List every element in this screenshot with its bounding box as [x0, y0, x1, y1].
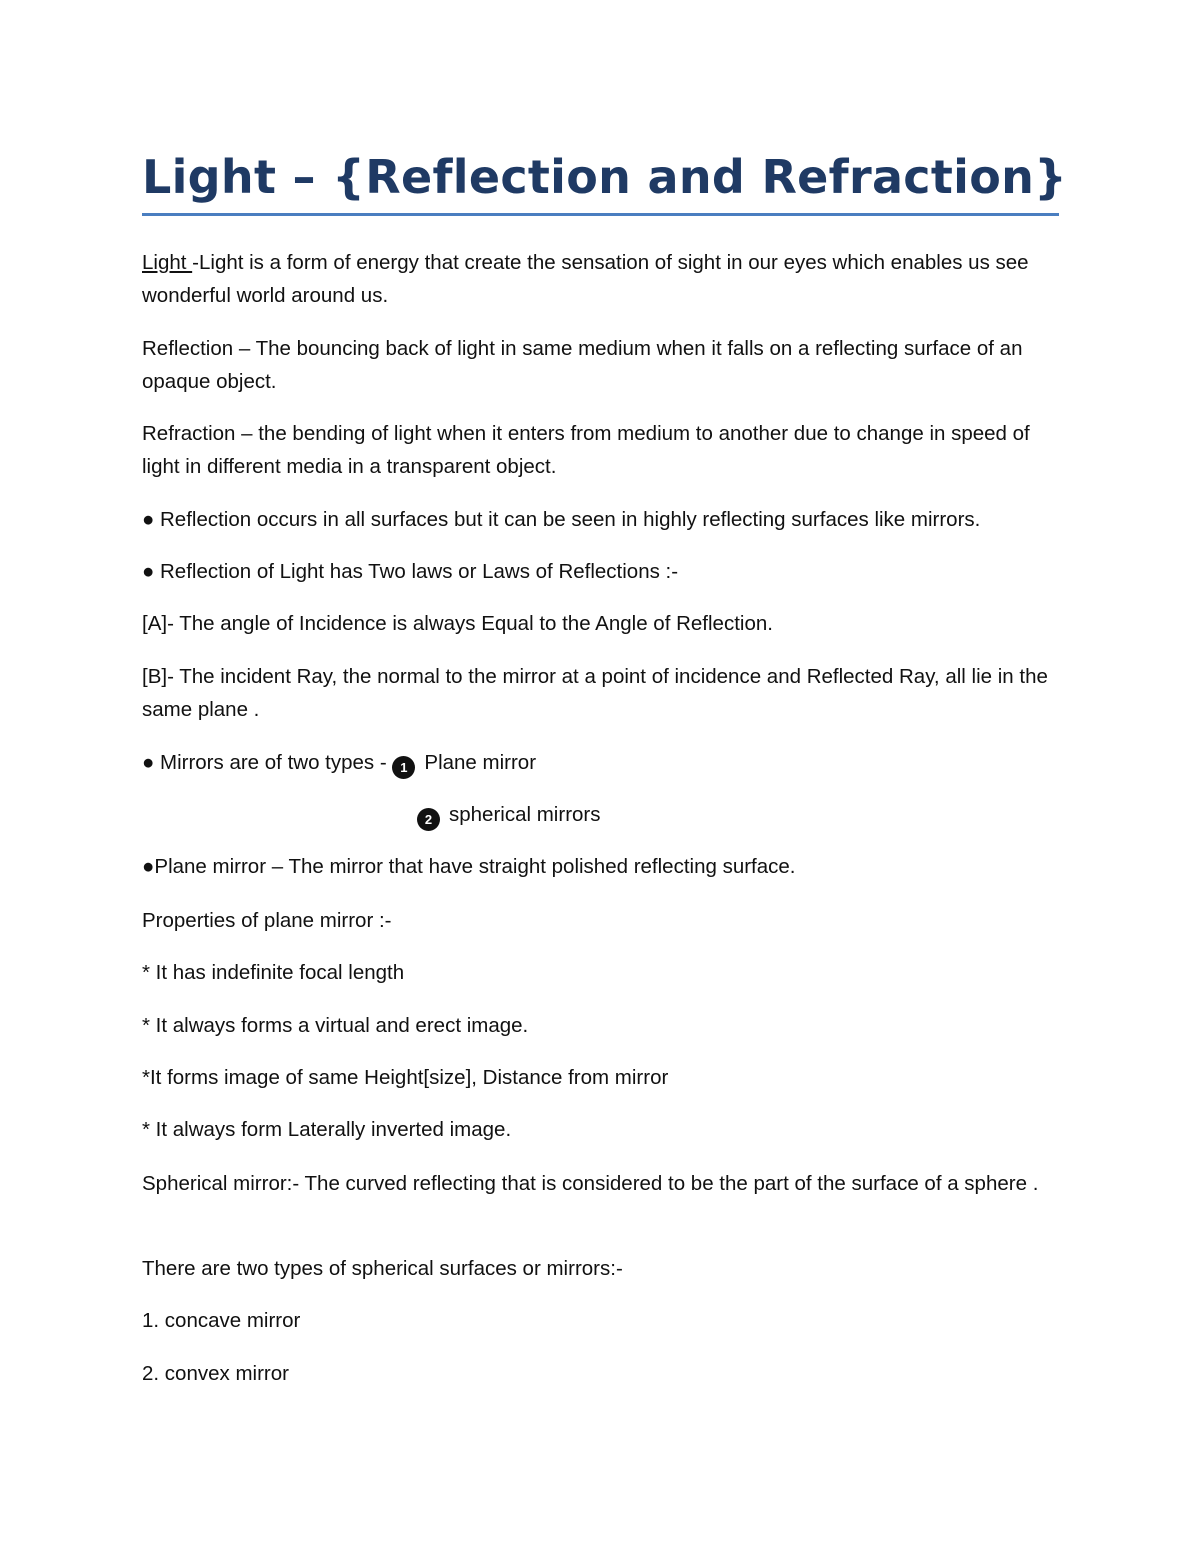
property-item: *It forms image of same Height[size], Distance from mirror: [142, 1066, 669, 1089]
mirror-type-2-line: [417, 798, 1017, 831]
light-definition-text: -Light is a form of energy that create the sensation of sight in our eyes which enables us see wonderful world around us.: [142, 251, 1029, 307]
bullet-laws-intro-text: Reflection of Light has Two laws or Laws of Reflections :-: [160, 560, 679, 583]
mirror-type-spherical: spherical mirrors: [449, 803, 601, 826]
spherical-type-item: 1. concave mirror: [142, 1309, 301, 1332]
mirror-type-plane: Plane mirror: [424, 751, 537, 774]
bullet-dot-icon: ●: [142, 508, 155, 531]
law-b: [B]- The incident Ray, the normal to the mirror at a point of incidence and Reflected Ray, all lie in the same plane .: [142, 665, 1048, 721]
light-term: Light: [142, 251, 193, 274]
bullet-reflection-surfaces: [142, 503, 1057, 536]
spherical-type-item: 2. convex mirror: [142, 1362, 289, 1385]
mirror-types-intro: Mirrors are of two types -: [160, 751, 393, 774]
title-underline-rule: [142, 213, 1059, 216]
plane-mirror-definition-text: Plane mirror – The mirror that have straight polished reflecting surface.: [154, 855, 796, 878]
refraction-definition: Refraction – the bending of light when it enters from medium to another due to change in speed of light in different media in a transparent object.: [142, 422, 1030, 478]
spherical-types-intro: There are two types of spherical surfaces or mirrors:-: [142, 1257, 623, 1280]
number-circle-1-icon: 1: [392, 756, 415, 779]
bullet-dot-icon: ●: [142, 855, 155, 878]
number-circle-2-icon: 2: [417, 808, 440, 831]
law-a: [A]- The angle of Incidence is always Equal to the Angle of Reflection.: [142, 612, 773, 635]
properties-heading: Properties of plane mirror :-: [142, 909, 392, 932]
document-title: Light – {Reflection and Refraction}: [142, 150, 1068, 204]
reflection-definition: Reflection – The bouncing back of light in same medium when it falls on a reflecting surface of an opaque object.: [142, 337, 1023, 393]
bullet-dot-icon: ●: [142, 751, 155, 774]
plane-mirror-definition: [142, 850, 1057, 883]
property-item: * It has indefinite focal length: [142, 961, 405, 984]
bullet-dot-icon: ●: [142, 560, 155, 583]
mirror-types-line: [142, 746, 1057, 779]
bullet-reflection-surfaces-text: Reflection occurs in all surfaces but it can be seen in highly reflecting surfaces like mirrors.: [160, 508, 981, 531]
property-item: * It always form Laterally inverted image.: [142, 1118, 512, 1141]
light-definition: [142, 246, 1057, 312]
property-item: * It always forms a virtual and erect image.: [142, 1014, 529, 1037]
spherical-mirror-definition: Spherical mirror:- The curved reflecting that is considered to be the part of the surface of a sphere .: [142, 1172, 1039, 1195]
bullet-laws-intro: [142, 555, 1057, 588]
